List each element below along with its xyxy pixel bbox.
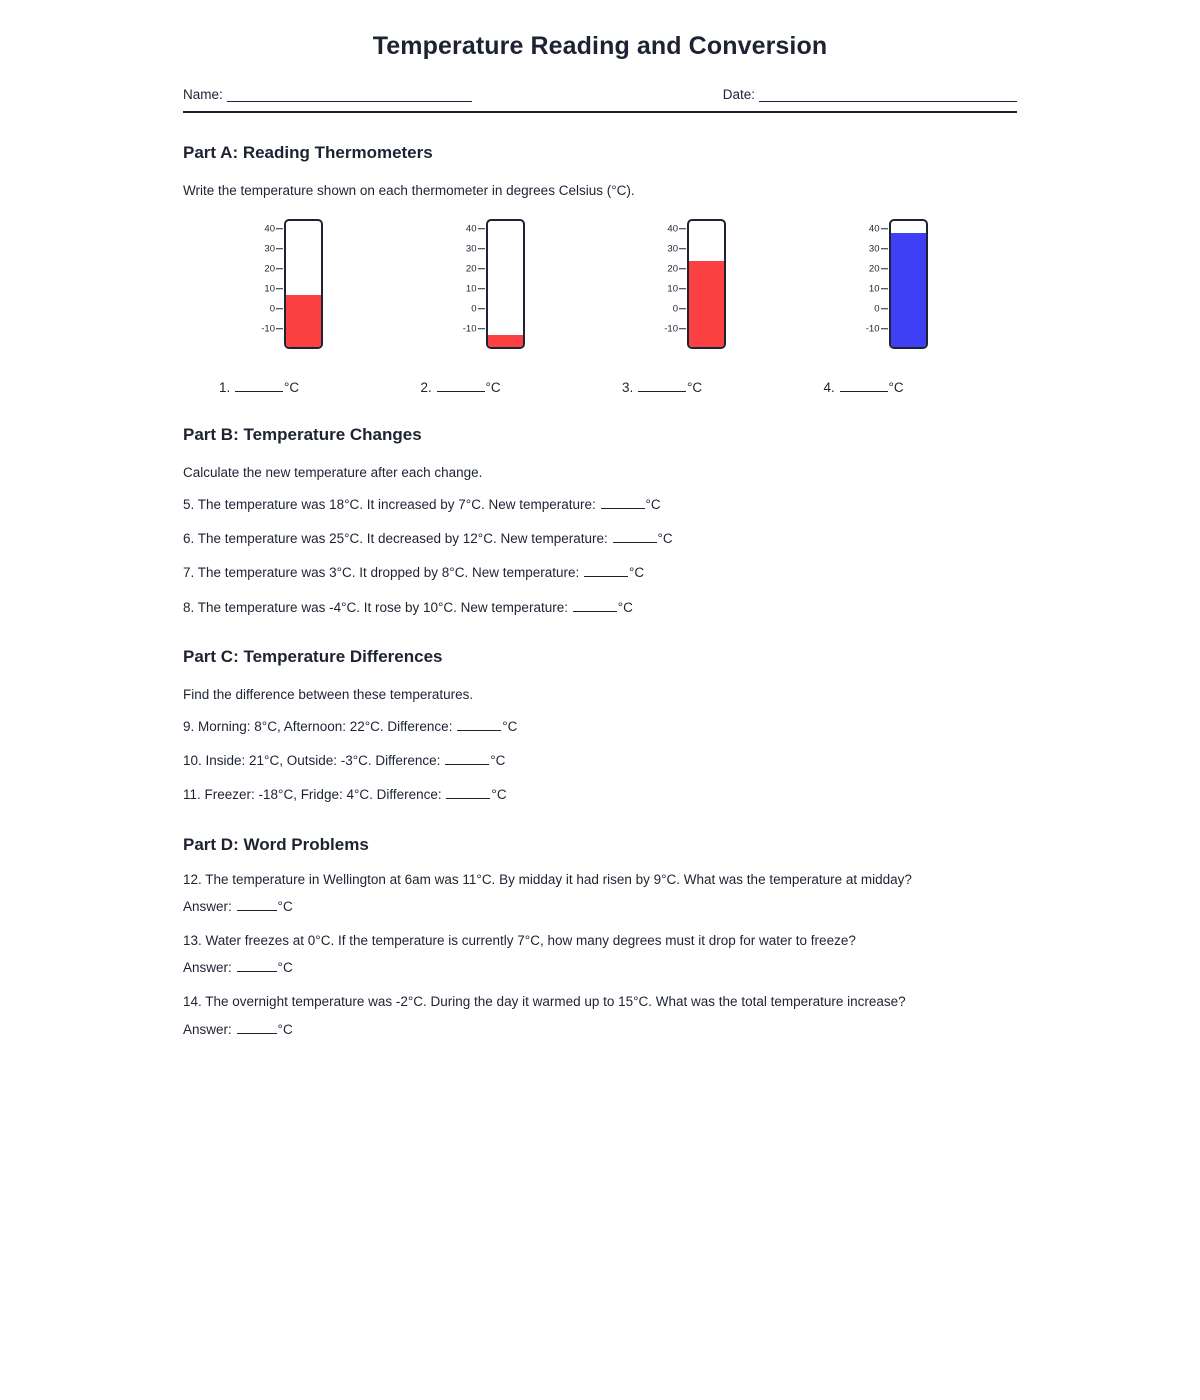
- scale-tick-mark: [276, 329, 283, 330]
- question-text: 6. The temperature was 25°C. It decreased by 12°C. New temperature:: [183, 531, 608, 547]
- scale-tick-label: -10: [664, 323, 678, 335]
- scale-tick: [466, 264, 485, 274]
- answer-blank[interactable]: [584, 564, 628, 577]
- name-label: Name:: [183, 87, 223, 102]
- scale-tick-mark: [679, 289, 686, 290]
- scale-tick-mark: [679, 309, 686, 310]
- scale-tick-mark: [881, 309, 888, 310]
- scale-tick: [869, 224, 888, 234]
- question-unit: °C: [645, 497, 661, 512]
- scale-tick-label: 20: [868, 263, 880, 275]
- thermometer-answer-blank[interactable]: [638, 379, 686, 392]
- question-line: [183, 786, 1017, 804]
- page-title: Temperature Reading and Conversion: [372, 32, 828, 60]
- thermometer-item: [816, 214, 1018, 395]
- answer-label: Answer:: [183, 898, 232, 914]
- scale-tick: [463, 324, 485, 334]
- scale-tick-mark: [679, 329, 686, 330]
- scale-tick-mark: [478, 309, 485, 310]
- thermometer-row: [183, 214, 1017, 395]
- thermometer-tube: [284, 219, 323, 349]
- scale-tick: [466, 224, 485, 234]
- scale-tick: [264, 244, 283, 254]
- question-line: [183, 599, 1017, 617]
- thermometer-unit: °C: [485, 380, 501, 395]
- part-b-heading: Part B: Temperature Changes: [183, 425, 422, 444]
- scale-tick-mark: [881, 329, 888, 330]
- answer-blank[interactable]: [601, 496, 645, 509]
- thermometer-mercury-red: [488, 335, 523, 347]
- thermometer-scale: [241, 214, 283, 362]
- word-problem-answer-line: [183, 1021, 1017, 1039]
- thermometer-answer-blank[interactable]: [840, 379, 888, 392]
- scale-tick: [869, 284, 888, 294]
- scale-tick: [264, 264, 283, 274]
- thermometer-graphic-3: [644, 214, 730, 362]
- scale-tick: [471, 304, 484, 314]
- scale-tick-mark: [478, 329, 485, 330]
- question-line: [183, 564, 1017, 582]
- thermometer-item: [211, 214, 413, 395]
- thermometer-tube: [889, 219, 928, 349]
- question-line: [183, 752, 1017, 770]
- thermometer-mercury-red: [689, 261, 724, 347]
- thermometer-number: 4.: [823, 380, 835, 395]
- scale-tick-mark: [478, 289, 485, 290]
- question-line: [183, 530, 1017, 548]
- thermometer-unit: °C: [888, 380, 904, 395]
- answer-blank[interactable]: [573, 599, 617, 612]
- name-field-group: [183, 87, 472, 102]
- word-problem-prompt: 14. The overnight temperature was -2°C. During the day it warmed up to 15°C. What was the total temperature increase?: [183, 994, 906, 1010]
- question-unit: °C: [490, 753, 506, 769]
- date-label: Date:: [722, 87, 755, 102]
- question-unit: °C: [657, 531, 673, 547]
- scale-tick-mark: [276, 309, 283, 310]
- answer-blank[interactable]: [445, 752, 489, 765]
- scale-tick-label: 40: [465, 223, 477, 235]
- scale-tick: [667, 224, 686, 234]
- scale-tick-mark: [679, 229, 686, 230]
- question-unit: °C: [491, 787, 507, 803]
- scale-tick-mark: [276, 229, 283, 230]
- scale-tick-mark: [679, 249, 686, 250]
- word-problem-prompt: 12. The temperature in Wellington at 6am was 11°C. By midday it had risen by 9°C. What was the temperature at midday?: [183, 871, 912, 887]
- scale-tick: [466, 284, 485, 294]
- name-date-row: [183, 87, 1017, 102]
- question-text: 9. Morning: 8°C, Afternoon: 22°C. Difference:: [183, 718, 453, 734]
- scale-tick-label: 40: [868, 223, 880, 235]
- answer-unit: °C: [277, 898, 293, 914]
- scale-tick-mark: [478, 269, 485, 270]
- scale-tick-label: 30: [868, 243, 880, 255]
- answer-blank[interactable]: [613, 530, 657, 543]
- question-text: 10. Inside: 21°C, Outside: -3°C. Difference:: [183, 753, 441, 769]
- scale-tick-mark: [478, 249, 485, 250]
- question-text: 11. Freezer: -18°C, Fridge: 4°C. Difference:: [183, 787, 442, 803]
- scale-tick-mark: [881, 229, 888, 230]
- answer-blank[interactable]: [457, 718, 501, 731]
- scale-tick: [673, 304, 686, 314]
- thermometer-graphic-4: [846, 214, 932, 362]
- scale-tick-label: -10: [462, 323, 477, 335]
- scale-tick-label: 30: [264, 243, 275, 255]
- scale-tick-label: 0: [269, 303, 275, 315]
- scale-tick: [667, 264, 686, 274]
- scale-tick: [667, 244, 686, 254]
- answer-blank[interactable]: [446, 786, 490, 799]
- scale-tick: [874, 304, 887, 314]
- scale-tick: [866, 324, 888, 334]
- scale-tick-label: 30: [667, 243, 678, 255]
- name-input-rule[interactable]: [227, 88, 472, 102]
- answer-unit: °C: [277, 960, 293, 976]
- part-d-question-list: [183, 871, 1017, 1039]
- part-b-instruction: Calculate the new temperature after each change.: [183, 465, 483, 480]
- scale-tick: [664, 324, 686, 334]
- scale-tick-label: 30: [465, 243, 477, 255]
- thermometer-scale: [443, 214, 485, 362]
- scale-tick-label: 10: [868, 283, 880, 295]
- thermometer-graphic-1: [241, 214, 327, 362]
- part-d-heading: Part D: Word Problems: [183, 834, 369, 854]
- worksheet-content: [183, 143, 1017, 1039]
- answer-unit: °C: [277, 1021, 293, 1037]
- scale-tick-label: 10: [465, 283, 477, 295]
- scale-tick: [667, 284, 686, 294]
- scale-tick-mark: [478, 229, 485, 230]
- scale-tick: [270, 304, 283, 314]
- part-c-question-list: [183, 718, 1017, 805]
- scale-tick-mark: [881, 289, 888, 290]
- question-text: 7. The temperature was 3°C. It dropped by 8°C. New temperature:: [183, 565, 580, 581]
- part-a-instruction: Write the temperature shown on each thermometer in degrees Celsius (°C).: [183, 183, 635, 198]
- thermometer-number: 2.: [420, 380, 432, 395]
- word-problem-answer-line: [183, 959, 1017, 977]
- scale-tick-label: 0: [874, 303, 880, 315]
- part-c-instruction: Find the difference between these temperatures.: [183, 686, 474, 702]
- thermometer-mercury-blue: [891, 233, 926, 347]
- scale-tick: [869, 264, 888, 274]
- scale-tick-label: 20: [667, 263, 678, 275]
- thermometer-answer-caption: [421, 379, 501, 395]
- thermometer-answer-blank[interactable]: [235, 379, 283, 392]
- scale-tick: [264, 284, 283, 294]
- part-a-heading: Part A: Reading Thermometers: [183, 143, 433, 162]
- question-text: 5. The temperature was 18°C. It increased by 7°C. New temperature:: [183, 497, 596, 512]
- scale-tick-mark: [881, 269, 888, 270]
- thermometer-scale: [644, 214, 686, 362]
- scale-tick-label: 0: [672, 303, 678, 315]
- scale-tick-label: 20: [465, 263, 477, 275]
- thermometer-answer-caption: [622, 379, 702, 395]
- thermometer-number: 1.: [219, 380, 231, 395]
- scale-tick-mark: [276, 249, 283, 250]
- date-field-group: [723, 87, 1017, 102]
- thermometer-item: [614, 214, 816, 395]
- thermometer-answer-caption: [824, 379, 904, 395]
- scale-tick-mark: [276, 269, 283, 270]
- scale-tick-label: 20: [264, 263, 275, 275]
- question-unit: °C: [502, 718, 518, 734]
- scale-tick-mark: [679, 269, 686, 270]
- question-line: [183, 718, 1017, 736]
- thermometer-tube: [687, 219, 726, 349]
- scale-tick: [261, 324, 283, 334]
- date-input-rule[interactable]: [759, 88, 1017, 102]
- thermometer-number: 3.: [622, 380, 634, 395]
- scale-tick-label: 10: [264, 283, 275, 295]
- question-unit: °C: [617, 599, 633, 615]
- scale-tick-label: 10: [667, 283, 678, 295]
- answer-label: Answer:: [183, 960, 232, 976]
- thermometer-mercury-red: [286, 295, 321, 347]
- scale-tick-mark: [276, 289, 283, 290]
- scale-tick-label: 40: [667, 223, 678, 235]
- scale-tick-label: 0: [471, 303, 477, 315]
- scale-tick-label: 40: [264, 223, 275, 235]
- scale-tick-label: -10: [865, 323, 880, 335]
- thermometer-tube: [486, 219, 525, 349]
- thermometer-graphic-2: [443, 214, 529, 362]
- word-problem-answer-line: [183, 898, 1017, 916]
- scale-tick-mark: [881, 249, 888, 250]
- word-problem-prompt: 13. Water freezes at 0°C. If the temperature is currently 7°C, how many degrees must it drop for water to freeze?: [183, 932, 856, 948]
- header-divider: [183, 111, 1017, 113]
- answer-blank[interactable]: [237, 898, 277, 911]
- thermometer-unit: °C: [284, 380, 300, 395]
- question-line: [183, 496, 1017, 514]
- part-c-heading: Part C: Temperature Differences: [183, 646, 443, 666]
- question-text: 8. The temperature was -4°C. It rose by 10°C. New temperature:: [183, 599, 568, 615]
- thermometer-answer-caption: [219, 379, 299, 395]
- part-b-question-list: [183, 496, 1017, 617]
- answer-blank[interactable]: [237, 959, 277, 972]
- thermometer-answer-blank[interactable]: [437, 379, 485, 392]
- thermometer-scale: [846, 214, 888, 362]
- scale-tick-label: -10: [261, 323, 275, 335]
- scale-tick: [869, 244, 888, 254]
- scale-tick: [264, 224, 283, 234]
- thermometer-item: [413, 214, 615, 395]
- answer-blank[interactable]: [237, 1021, 277, 1034]
- question-unit: °C: [629, 565, 645, 581]
- scale-tick: [466, 244, 485, 254]
- thermometer-unit: °C: [687, 380, 703, 395]
- answer-label: Answer:: [183, 1021, 232, 1037]
